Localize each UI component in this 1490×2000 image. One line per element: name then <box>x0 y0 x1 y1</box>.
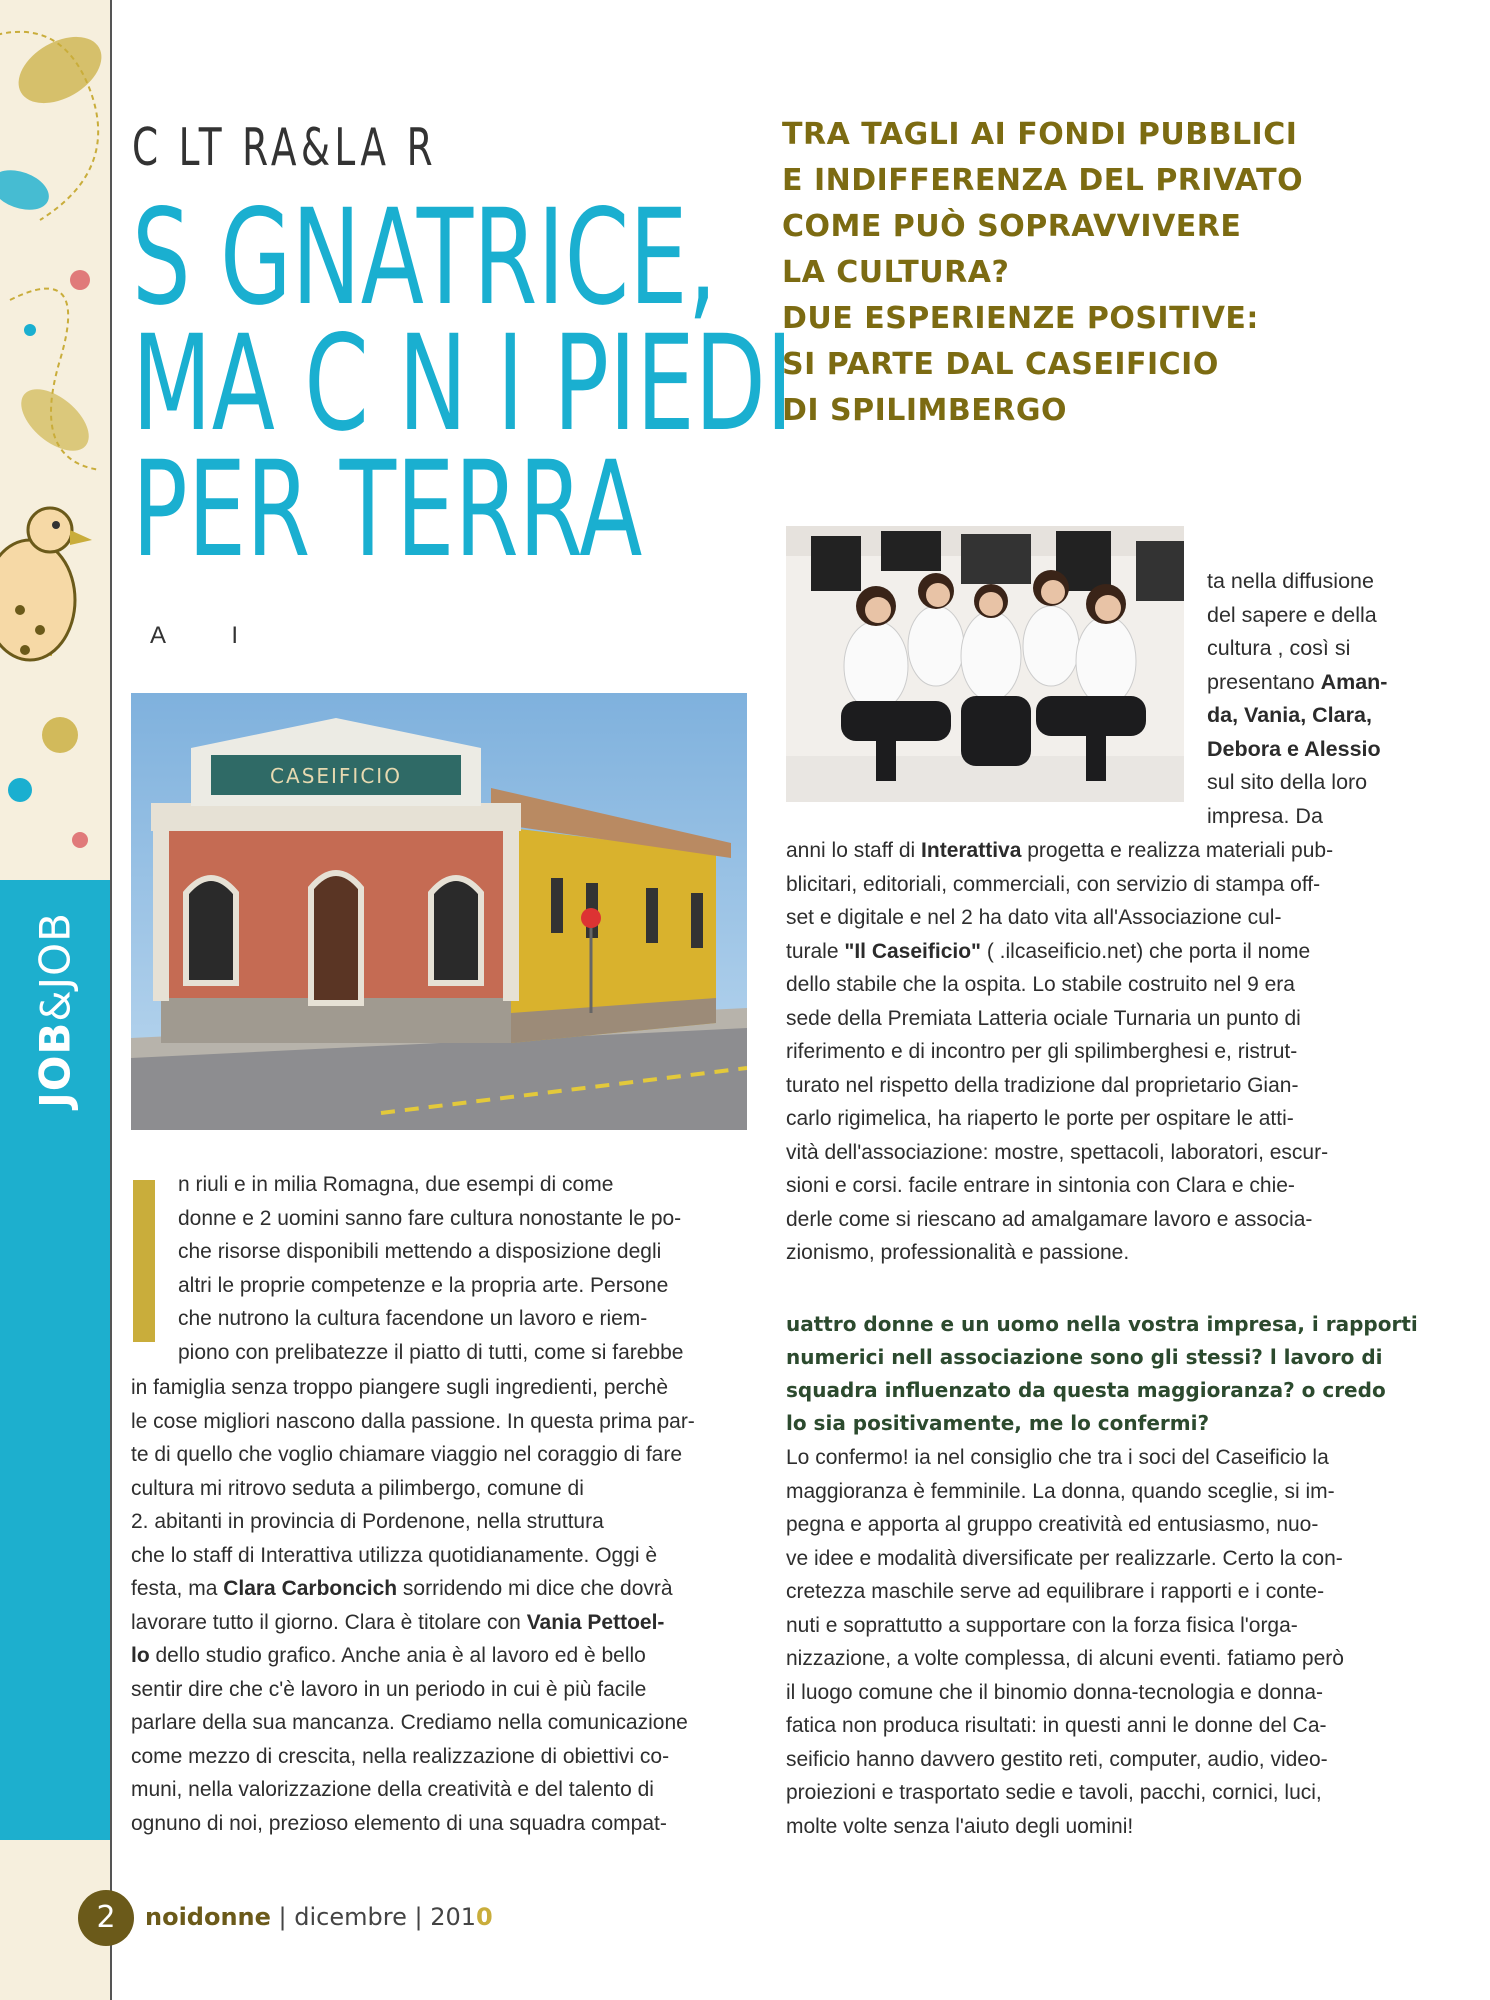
intro-paragraph <box>178 1168 748 1369</box>
deck-line: DUE ESPERIENZE POSITIVE: <box>782 301 1259 336</box>
text-line: che nutrono la cultura facendone un lavoro e riem- <box>178 1307 648 1330</box>
text-line: zionismo, professionalità e passione. <box>786 1241 1130 1264</box>
text-line: ve idee e modalità diversificate per realizzarle. Certo la con- <box>786 1546 1343 1570</box>
title-line: MA C N I PIEDI <box>132 307 794 461</box>
deck-line: DI SPILIMBERGO <box>782 393 1067 428</box>
text-line: festa, ma Clara Carboncich sorridendo mi dice che dovrà <box>131 1577 673 1600</box>
text-line: riferimento e di incontro per gli spilimberghesi e, ristrut- <box>786 1040 1298 1063</box>
text-line: fatica non produca risultati: in questi anni le donne del Ca- <box>786 1714 1327 1737</box>
text-line: presentano Aman- <box>1207 669 1388 694</box>
text-line: dello stabile che la ospita. Lo stabile costruito nel 9 era <box>786 973 1295 996</box>
text-line: che risorse disponibili mettendo a disposizione degli <box>178 1240 662 1263</box>
section-label: JOB&JOB <box>30 912 80 1108</box>
text-line: turato nel rispetto della tradizione dal proprietario Gian- <box>786 1073 1299 1097</box>
text-line: nuti e soprattutto a supportare con la forza fisica l'orga- <box>786 1613 1298 1637</box>
interview-answer <box>786 1441 1366 1843</box>
wrap-paragraph <box>1207 565 1388 833</box>
article-deck <box>782 112 1303 434</box>
text-line: seificio hanno davvero gestito reti, computer, audio, video- <box>786 1747 1328 1771</box>
text-line: ognuno di noi, prezioso elemento di una squadra compat- <box>131 1811 667 1835</box>
text-line: che lo staff di Interattiva utilizza quotidianamente. Oggi è <box>131 1543 658 1567</box>
column-rule <box>110 0 112 2000</box>
magazine-name: noidonne <box>145 1903 271 1931</box>
section-heading: C LT RA&LA R <box>132 118 437 178</box>
text-line: blicitari, editoriali, commerciali, con servizio di stampa off- <box>786 872 1321 896</box>
text-line: proiezioni e trasportato sedie e tavoli, pacchi, cornici, luci, <box>786 1781 1322 1804</box>
deck-line: E INDIFFERENZA DEL PRIVATO <box>782 163 1304 198</box>
text-line: ta nella diffusione <box>1207 569 1374 593</box>
text-line: come mezzo di crescita, nella realizzazione di obiettivi co- <box>131 1744 670 1768</box>
deck-line: TRA TAGLI AI FONDI PUBBLICI <box>782 117 1298 152</box>
staff-photo <box>786 526 1184 802</box>
text-line: sul sito della loro <box>1207 770 1368 794</box>
text-line: lo dello studio grafico. Anche ania è al lavoro ed è bello <box>131 1644 646 1667</box>
text-line: Debora e Alessio <box>1207 736 1381 761</box>
text-line: donne e 2 uomini sanno fare cultura nonostante le po- <box>178 1206 682 1230</box>
text-line: impresa. Da <box>1207 803 1323 828</box>
text-line: derle come si riescano ad amalgamare lavoro e associa- <box>786 1207 1313 1231</box>
text-line: n riuli e in milia Romagna, due esempi di come <box>178 1173 614 1196</box>
staff-names: Aman- <box>1320 669 1388 694</box>
text-line: sioni e corsi. facile entrare in sintonia con Clara e chie- <box>786 1174 1295 1197</box>
building-photo <box>131 693 747 1130</box>
text-line: Lo confermo! ia nel consiglio che tra i soci del Caseificio la <box>786 1446 1329 1469</box>
text-line: muni, nella valorizzazione della creatività e del talento di <box>131 1778 654 1801</box>
interview-question <box>786 1308 1418 1440</box>
text-line: altri le proprie competenze e la propria arte. Persone <box>178 1273 669 1297</box>
deck-line: COME PUÒ SOPRAVVIVERE <box>782 209 1242 244</box>
issue-month: dicembre <box>294 1903 407 1931</box>
body-paragraph <box>131 1371 748 1840</box>
text-line: maggioranza è femminile. La donna, quando sceglie, si im- <box>786 1479 1335 1503</box>
byline: A I <box>150 622 269 649</box>
text-line: in famiglia senza troppo piangere sugli ingredienti, perchè <box>131 1376 668 1399</box>
title-line: PER TERRA <box>132 433 643 587</box>
text-line: uattro donne e un uomo nella vostra impresa, i rapporti <box>786 1312 1418 1336</box>
text-line: set e digitale e nel 2 ha dato vita all'Associazione cul- <box>786 906 1282 929</box>
text-line: nizzazione, a volte complessa, di alcuni eventi. fatiamo però <box>786 1647 1344 1670</box>
text-line: sentir dire che c'è lavoro in un periodo in cui è più facile <box>131 1677 647 1701</box>
title-line: S GNATRICE, <box>132 181 717 335</box>
text-line: cultura , così si <box>1207 636 1351 660</box>
text-line: piono con prelibatezze il piatto di tutti, come si farebbe <box>178 1340 684 1364</box>
text-line: le cose migliori nascono dalla passione. In questa prima par- <box>131 1409 695 1433</box>
page-number: 2 <box>78 1890 134 1946</box>
text-line: molte volte senza l'aiuto degli uomini! <box>786 1814 1134 1838</box>
drop-cap <box>133 1180 155 1342</box>
text-line: vità dell'associazione: mostre, spettacoli, laboratori, escur- <box>786 1140 1329 1164</box>
text-line: sede della Premiata Latteria ociale Turnaria un punto di <box>786 1006 1301 1030</box>
text-line: cretezza maschile serve ad equilibrare i rapporti e i conte- <box>786 1580 1325 1603</box>
building-sign: CASEIFICIO <box>270 764 402 788</box>
text-line: anni lo staff di Interattiva progetta e realizza materiali pub- <box>786 839 1334 862</box>
text-line: te di quello che voglio chiamare viaggio nel coraggio di fare <box>131 1443 683 1466</box>
text-line: lo sia positivamente, me lo confermi? <box>786 1411 1210 1435</box>
text-line: da, Vania, Clara, <box>1207 703 1372 727</box>
text-line: il luogo comune che il binomio donna-tecnologia e donna- <box>786 1680 1324 1704</box>
article-title <box>132 181 794 587</box>
deck-line: SI PARTE DAL CASEIFICIO <box>782 347 1219 382</box>
text-line: pegna e apporta al gruppo creatività ed entusiasmo, nuo- <box>786 1513 1319 1536</box>
text-line: carlo rigimelica, ha riaperto le porte per ospitare le atti- <box>786 1107 1294 1130</box>
text-line: del sapere e della <box>1207 602 1377 627</box>
body-paragraph <box>786 834 1366 1270</box>
text-line: squadra influenzato da questa maggioranza? o credo <box>786 1378 1386 1402</box>
text-line: numerici nell associazione sono gli stessi? l lavoro di <box>786 1345 1383 1369</box>
page-footer: noidonne | dicembre | 2010 <box>145 1903 493 1931</box>
text-line: 2. abitanti in provincia di Pordenone, nella struttura <box>131 1510 604 1533</box>
text-line: parlare della sua mancanza. Crediamo nella comunicazione <box>131 1711 688 1734</box>
text-line: cultura mi ritrovo seduta a pilimbergo, comune di <box>131 1476 584 1500</box>
deck-line: LA CULTURA? <box>782 255 1010 290</box>
text-line: turale "Il Caseificio" ( .ilcaseificio.net) che porta il nome <box>786 939 1311 963</box>
text-line: lavorare tutto il giorno. Clara è titolare con Vania Pettoel- <box>131 1610 665 1634</box>
